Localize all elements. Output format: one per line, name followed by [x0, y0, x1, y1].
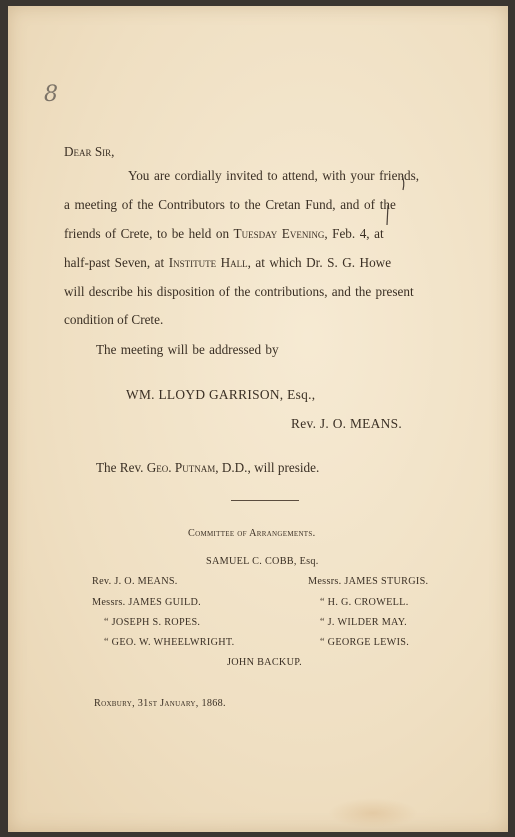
committee-right-1: Messrs. JAMES STURGIS. — [308, 576, 429, 587]
committee-left-2: Messrs. JAMES GUILD. — [92, 597, 202, 608]
preside-suffix: , D.D., will preside. — [215, 460, 320, 475]
preside-prefix: The Rev. — [96, 460, 144, 475]
committee-left-4: “ GEO. W. WHEELWRIGHT. — [104, 637, 235, 648]
event-date: , Feb. 4, at — [324, 226, 384, 241]
preside-name: Geo. Putnam — [146, 460, 216, 475]
body-line-3 — [64, 226, 384, 242]
dateline: Roxbury, 31st January, 1868. — [94, 698, 226, 709]
body-line-5: will describe his disposition of the contributions, and the present — [64, 284, 414, 299]
addressed-line: The meeting will be addressed by — [96, 342, 279, 357]
preside-line — [96, 460, 319, 476]
committee-right-4: “ GEORGE LEWIS. — [320, 637, 410, 648]
body-line-4-text: half-past Seven, at — [64, 255, 165, 270]
event-venue: Institute Hall — [168, 255, 248, 270]
committee-heading: Committee of Arrangements. — [188, 528, 316, 539]
document-sheet — [8, 6, 508, 832]
committee-right-2: “ H. G. CROWELL. — [320, 597, 409, 608]
body-line-4-rest: , at which Dr. S. G. Howe — [247, 255, 392, 270]
pencil-page-number: 8 — [44, 82, 58, 107]
salutation: Dear Sir, — [64, 144, 115, 159]
body-line-3-text: friends of Crete, to be held on — [64, 226, 230, 241]
pen-mark-2 — [383, 203, 393, 227]
speaker-2: Rev. J. O. MEANS. — [291, 416, 402, 431]
section-divider — [231, 500, 299, 501]
committee-right-3: “ J. WILDER MAY. — [320, 617, 407, 628]
pen-mark-1 — [399, 174, 409, 192]
committee-left-1: Rev. J. O. MEANS. — [92, 576, 178, 587]
body-line-4 — [64, 255, 391, 271]
body-line-1: You are cordially invited to attend, with your friends, — [128, 168, 420, 183]
body-line-2: a meeting of the Contributors to the Cretan Fund, and of the — [64, 197, 396, 212]
paper-stain — [328, 798, 418, 828]
speaker-1: WM. LLOYD GARRISON, Esq., — [126, 387, 316, 402]
committee-last: JOHN BACKUP. — [227, 657, 302, 668]
committee-left-3: “ JOSEPH S. ROPES. — [104, 617, 201, 628]
body-line-6: condition of Crete. — [64, 312, 164, 327]
event-time: Tuesday Evening — [233, 226, 325, 241]
committee-chair: SAMUEL C. COBB, Esq. — [206, 556, 319, 567]
